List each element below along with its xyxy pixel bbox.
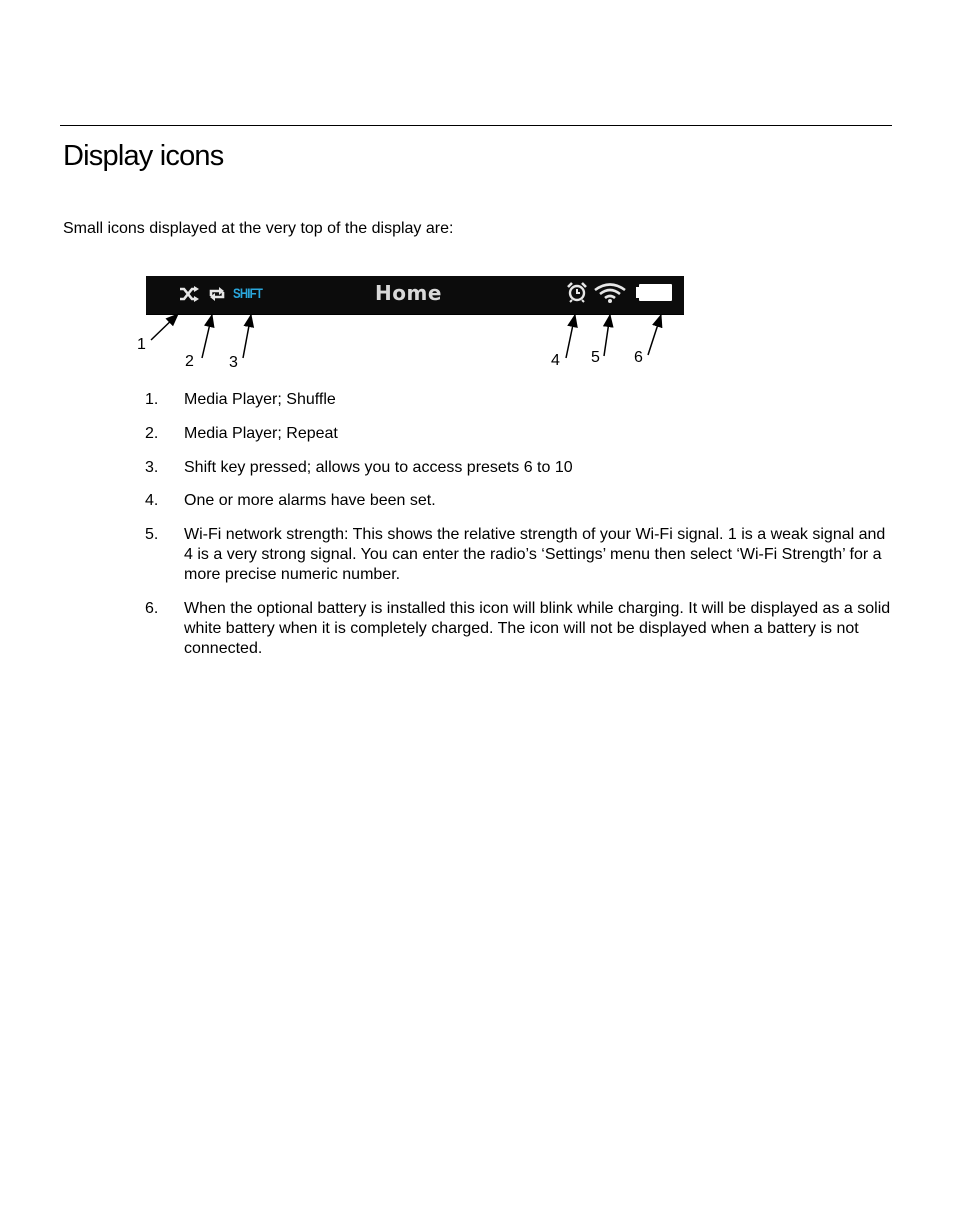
callout-number-4: 4: [551, 352, 560, 369]
list-item-number: 1.: [145, 391, 159, 408]
list-item-text: When the optional battery is installed this icon will blink while charging. It will be displayed as a solid white battery when it is completely charged. The icon will not be displayed when a battery is not connected.: [184, 600, 891, 657]
callout-number-2: 2: [185, 353, 194, 370]
repeat-icon: [207, 285, 227, 303]
callout-arrow-3: [243, 315, 251, 358]
intro-text: Small icons displayed at the very top of the display are:: [63, 220, 454, 237]
list-item-number: 5.: [145, 526, 159, 543]
callout-arrow-5: [604, 315, 610, 356]
alarm-clock-icon: [566, 281, 588, 303]
list-item-number: 6.: [145, 600, 159, 617]
callout-number-1: 1: [137, 336, 146, 353]
header-rule: [60, 125, 892, 126]
wifi-icon: [592, 282, 628, 304]
page-title: Display icons: [63, 140, 224, 172]
shift-indicator: SHIFT: [233, 285, 263, 301]
callout-arrow-6: [648, 315, 661, 355]
callout-number-3: 3: [229, 354, 238, 371]
callout-number-6: 6: [634, 349, 643, 366]
list-item-text: One or more alarms have been set.: [184, 492, 436, 509]
list-item-text: Shift key pressed; allows you to access presets 6 to 10: [184, 459, 573, 476]
list-item-number: 2.: [145, 425, 159, 442]
shuffle-icon: [178, 285, 200, 303]
callout-arrow-4: [566, 315, 575, 358]
callout-arrow-1: [151, 314, 178, 340]
callout-arrow-2: [202, 315, 212, 358]
list-item-text: Media Player; Shuffle: [184, 391, 336, 408]
battery-icon: [636, 283, 674, 303]
home-title: Home: [375, 281, 442, 305]
list-item-number: 4.: [145, 492, 159, 509]
list-item-text: Wi-Fi network strength: This shows the relative strength of your Wi-Fi signal. 1 is a weak signal and 4 is a very strong signal. You can enter the radio’s ‘Settings’ menu then select ‘Wi-Fi Strength’ for a more precise numeric number.: [184, 526, 886, 583]
callout-number-5: 5: [591, 349, 600, 366]
list-item-number: 3.: [145, 459, 159, 476]
list-item-text: Media Player; Repeat: [184, 425, 338, 442]
